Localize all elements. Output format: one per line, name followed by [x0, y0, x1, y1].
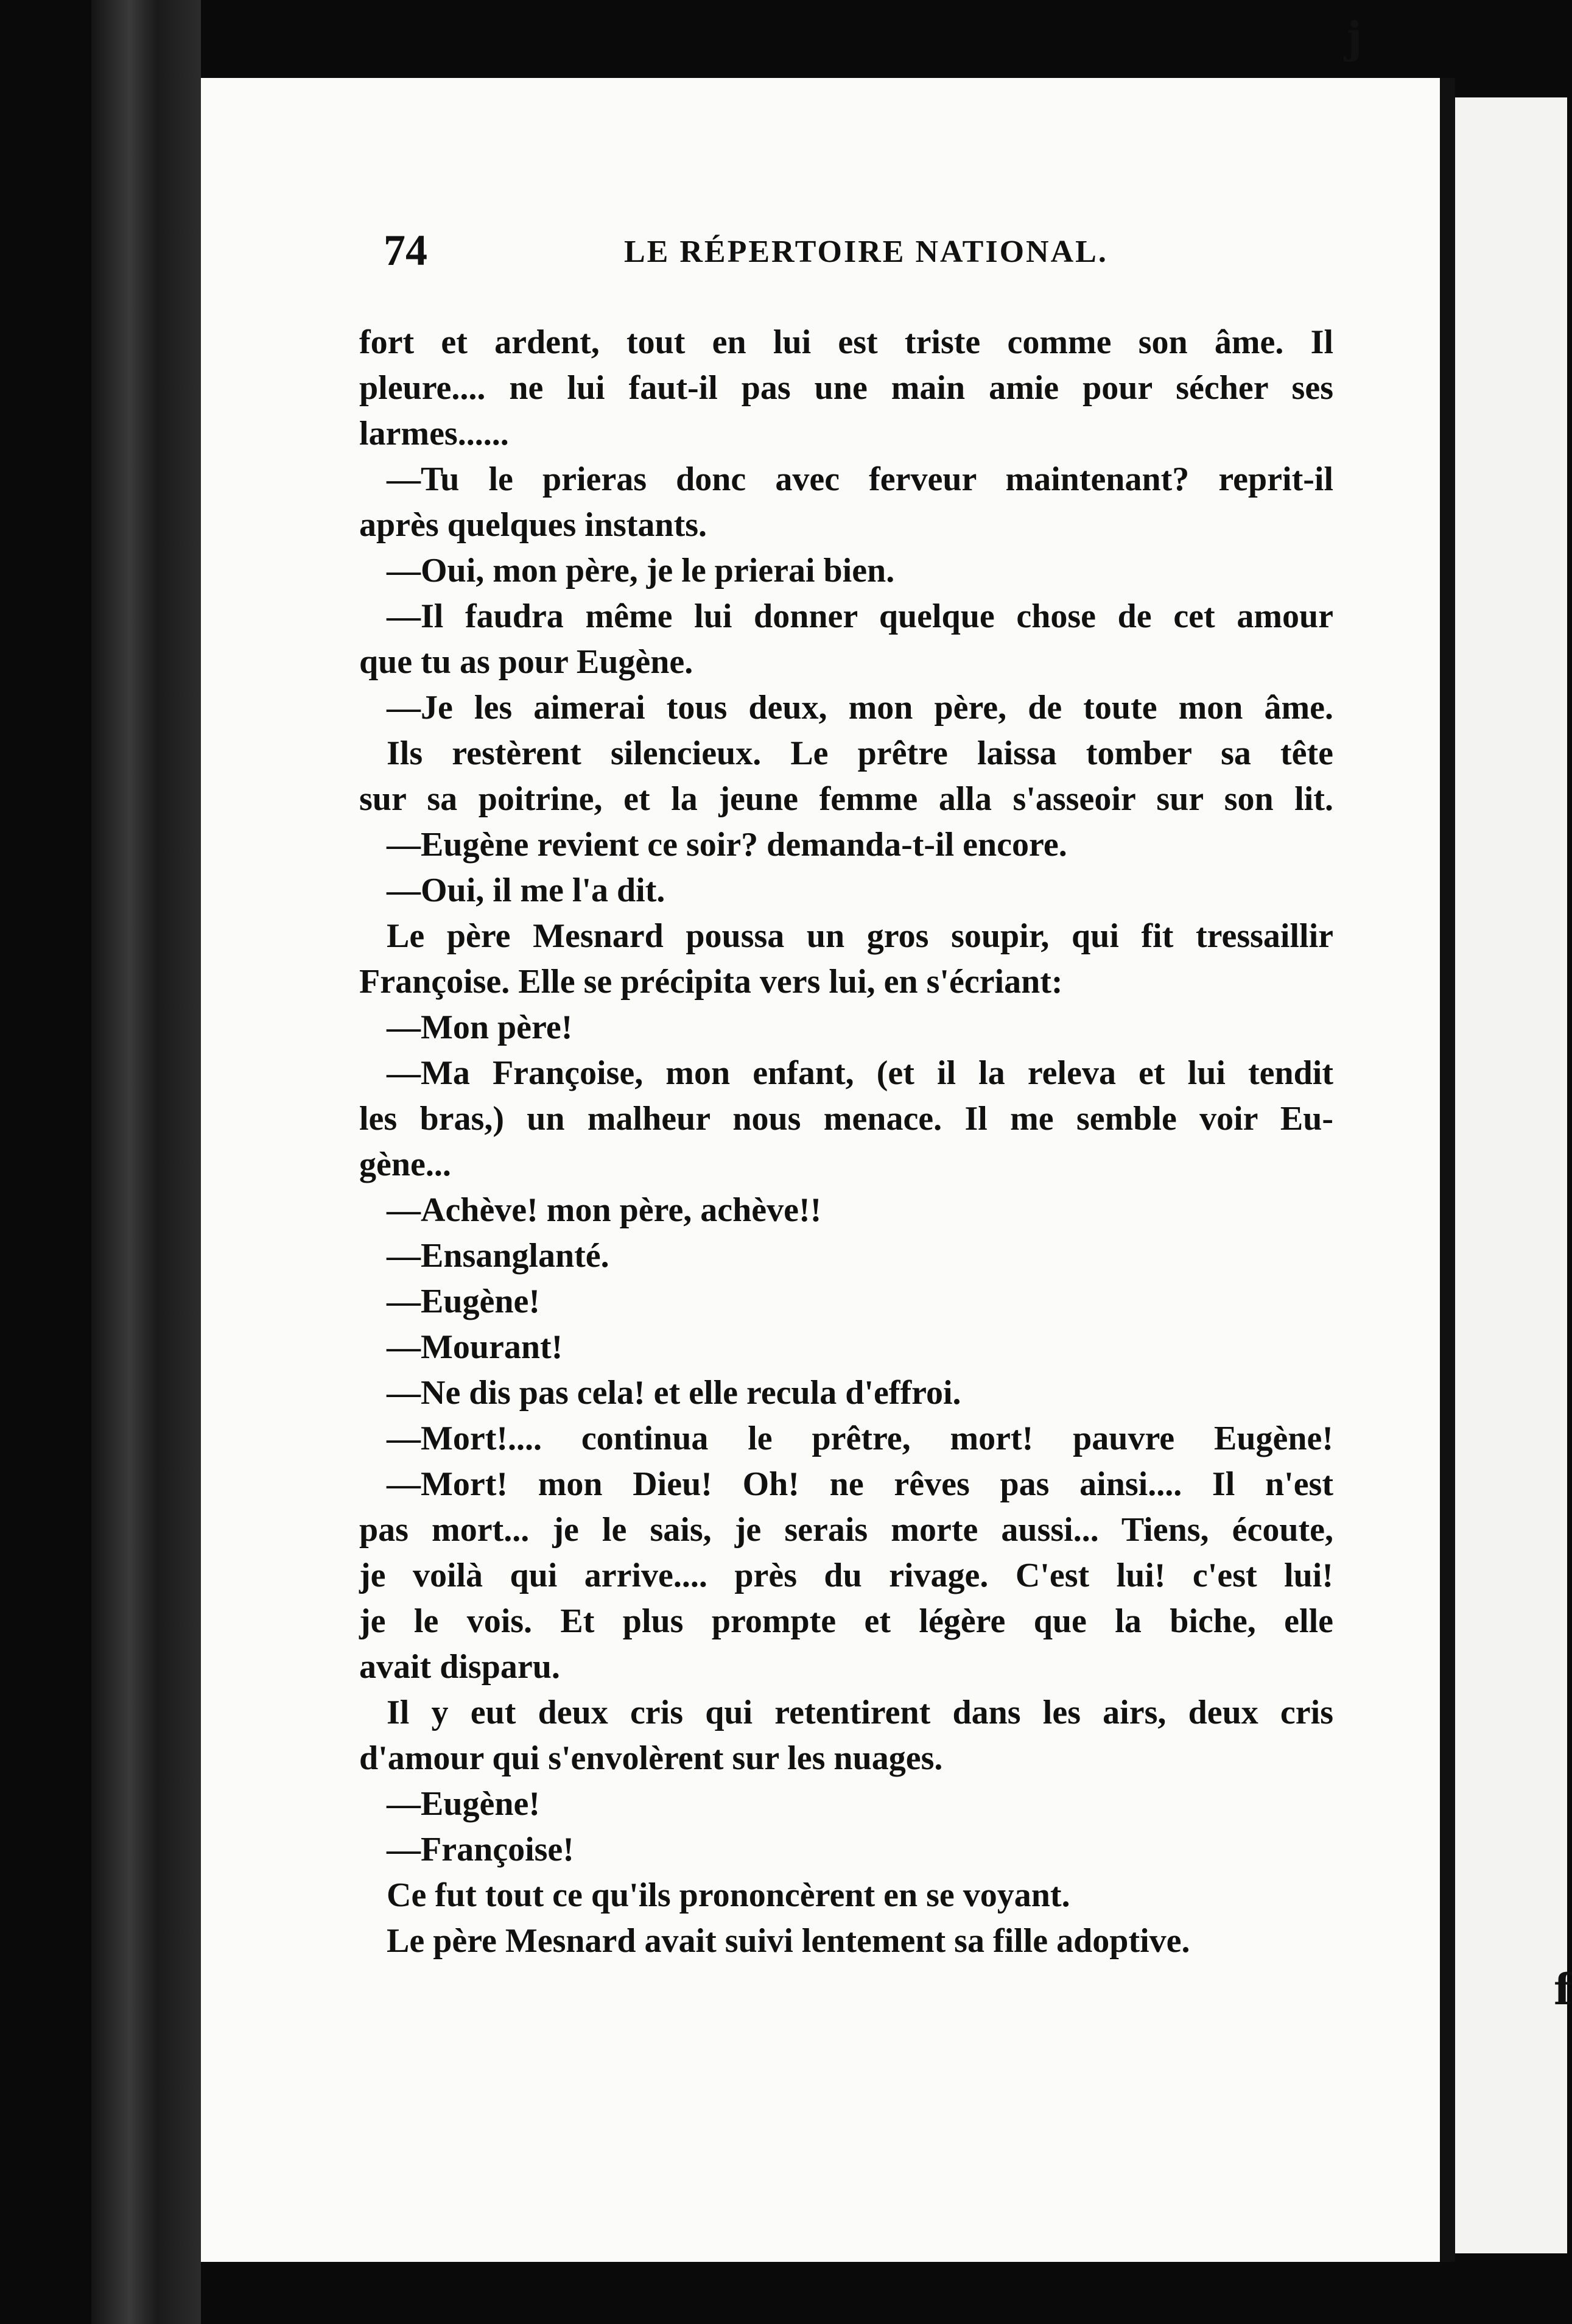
- text-line: —Eugène!: [387, 1283, 540, 1320]
- text-line: —Oui, il me l'a dit.: [387, 872, 665, 909]
- text-line: —Ma Françoise, mon enfant, (et il la releva et lui tendit: [387, 1054, 1333, 1092]
- text-line: pleure.... ne lui faut-il pas une main amie pour sécher ses: [359, 369, 1333, 407]
- text-line: Le père Mesnard poussa un gros soupir, qui fit tressaillir: [387, 917, 1333, 955]
- edge-mark-top-right: j: [1347, 12, 1363, 63]
- text-line: Il y eut deux cris qui retentirent dans les airs, deux cris: [387, 1694, 1333, 1731]
- text-line: d'amour qui s'envolèrent sur les nuages.: [359, 1739, 943, 1777]
- text-line: —Eugène!: [387, 1785, 540, 1823]
- text-line: —Eugène revient ce soir? demanda-t-il encore.: [387, 826, 1067, 864]
- text-line: —Mort!.... continua le prêtre, mort! pauvre Eugène!: [387, 1420, 1333, 1457]
- page-number: 74: [384, 226, 427, 275]
- edge-mark-right-bottom: f: [1554, 1964, 1572, 2015]
- text-line: —Ne dis pas cela! et elle recula d'effroi.: [387, 1374, 961, 1412]
- text-line: —Mort! mon Dieu! Oh! ne rêves pas ainsi.... Il n'est: [387, 1465, 1333, 1503]
- text-line: que tu as pour Eugène.: [359, 643, 693, 681]
- text-line: sur sa poitrine, et la jeune femme alla s'asseoir sur son lit.: [359, 780, 1333, 818]
- text-line: —Achève! mon père, achève!!: [387, 1191, 822, 1229]
- text-line: —Ensanglanté.: [387, 1237, 609, 1275]
- text-line: avait disparu.: [359, 1648, 560, 1686]
- text-line: —Il faudra même lui donner quelque chose de cet amour: [387, 597, 1333, 635]
- text-line: Françoise. Elle se précipita vers lui, en s'écriant:: [359, 963, 1063, 1001]
- text-line: gène...: [359, 1146, 451, 1183]
- text-line: —Françoise!: [387, 1831, 574, 1868]
- scan-border-left: [91, 0, 201, 2324]
- text-line: pas mort... je le sais, je serais morte aussi... Tiens, écoute,: [359, 1511, 1333, 1549]
- body-text: [359, 320, 1333, 1964]
- text-line: Ce fut tout ce qu'ils prononcèrent en se voyant.: [387, 1876, 1070, 1914]
- text-line: Ils restèrent silencieux. Le prêtre laissa tomber sa tête: [387, 734, 1333, 772]
- text-line: —Tu le prieras donc avec ferveur maintenant? reprit-il: [387, 460, 1333, 498]
- text-line: fort et ardent, tout en lui est triste comme son âme. Il: [359, 323, 1333, 361]
- text-line: —Mon père!: [387, 1009, 573, 1046]
- adjacent-page-edge: [1455, 97, 1567, 2253]
- text-line: —Mourant!: [387, 1328, 563, 1366]
- text-line: larmes......: [359, 415, 509, 452]
- text-line: après quelques instants.: [359, 506, 707, 544]
- running-title: LE RÉPERTOIRE NATIONAL.: [624, 234, 1108, 269]
- text-line: je voilà qui arrive.... près du rivage. C'est lui! c'est lui!: [359, 1557, 1333, 1594]
- text-line: je le vois. Et plus prompte et légère que la biche, elle: [359, 1602, 1333, 1640]
- text-line: Le père Mesnard avait suivi lentement sa fille adoptive.: [387, 1922, 1190, 1960]
- text-line: —Je les aimerai tous deux, mon père, de toute mon âme.: [387, 689, 1333, 727]
- page-gutter: [1440, 78, 1455, 2262]
- page-header: [384, 225, 1333, 292]
- text-line: —Oui, mon père, je le prierai bien.: [387, 552, 895, 590]
- text-line: les bras,) un malheur nous menace. Il me semble voir Eu-: [359, 1100, 1333, 1138]
